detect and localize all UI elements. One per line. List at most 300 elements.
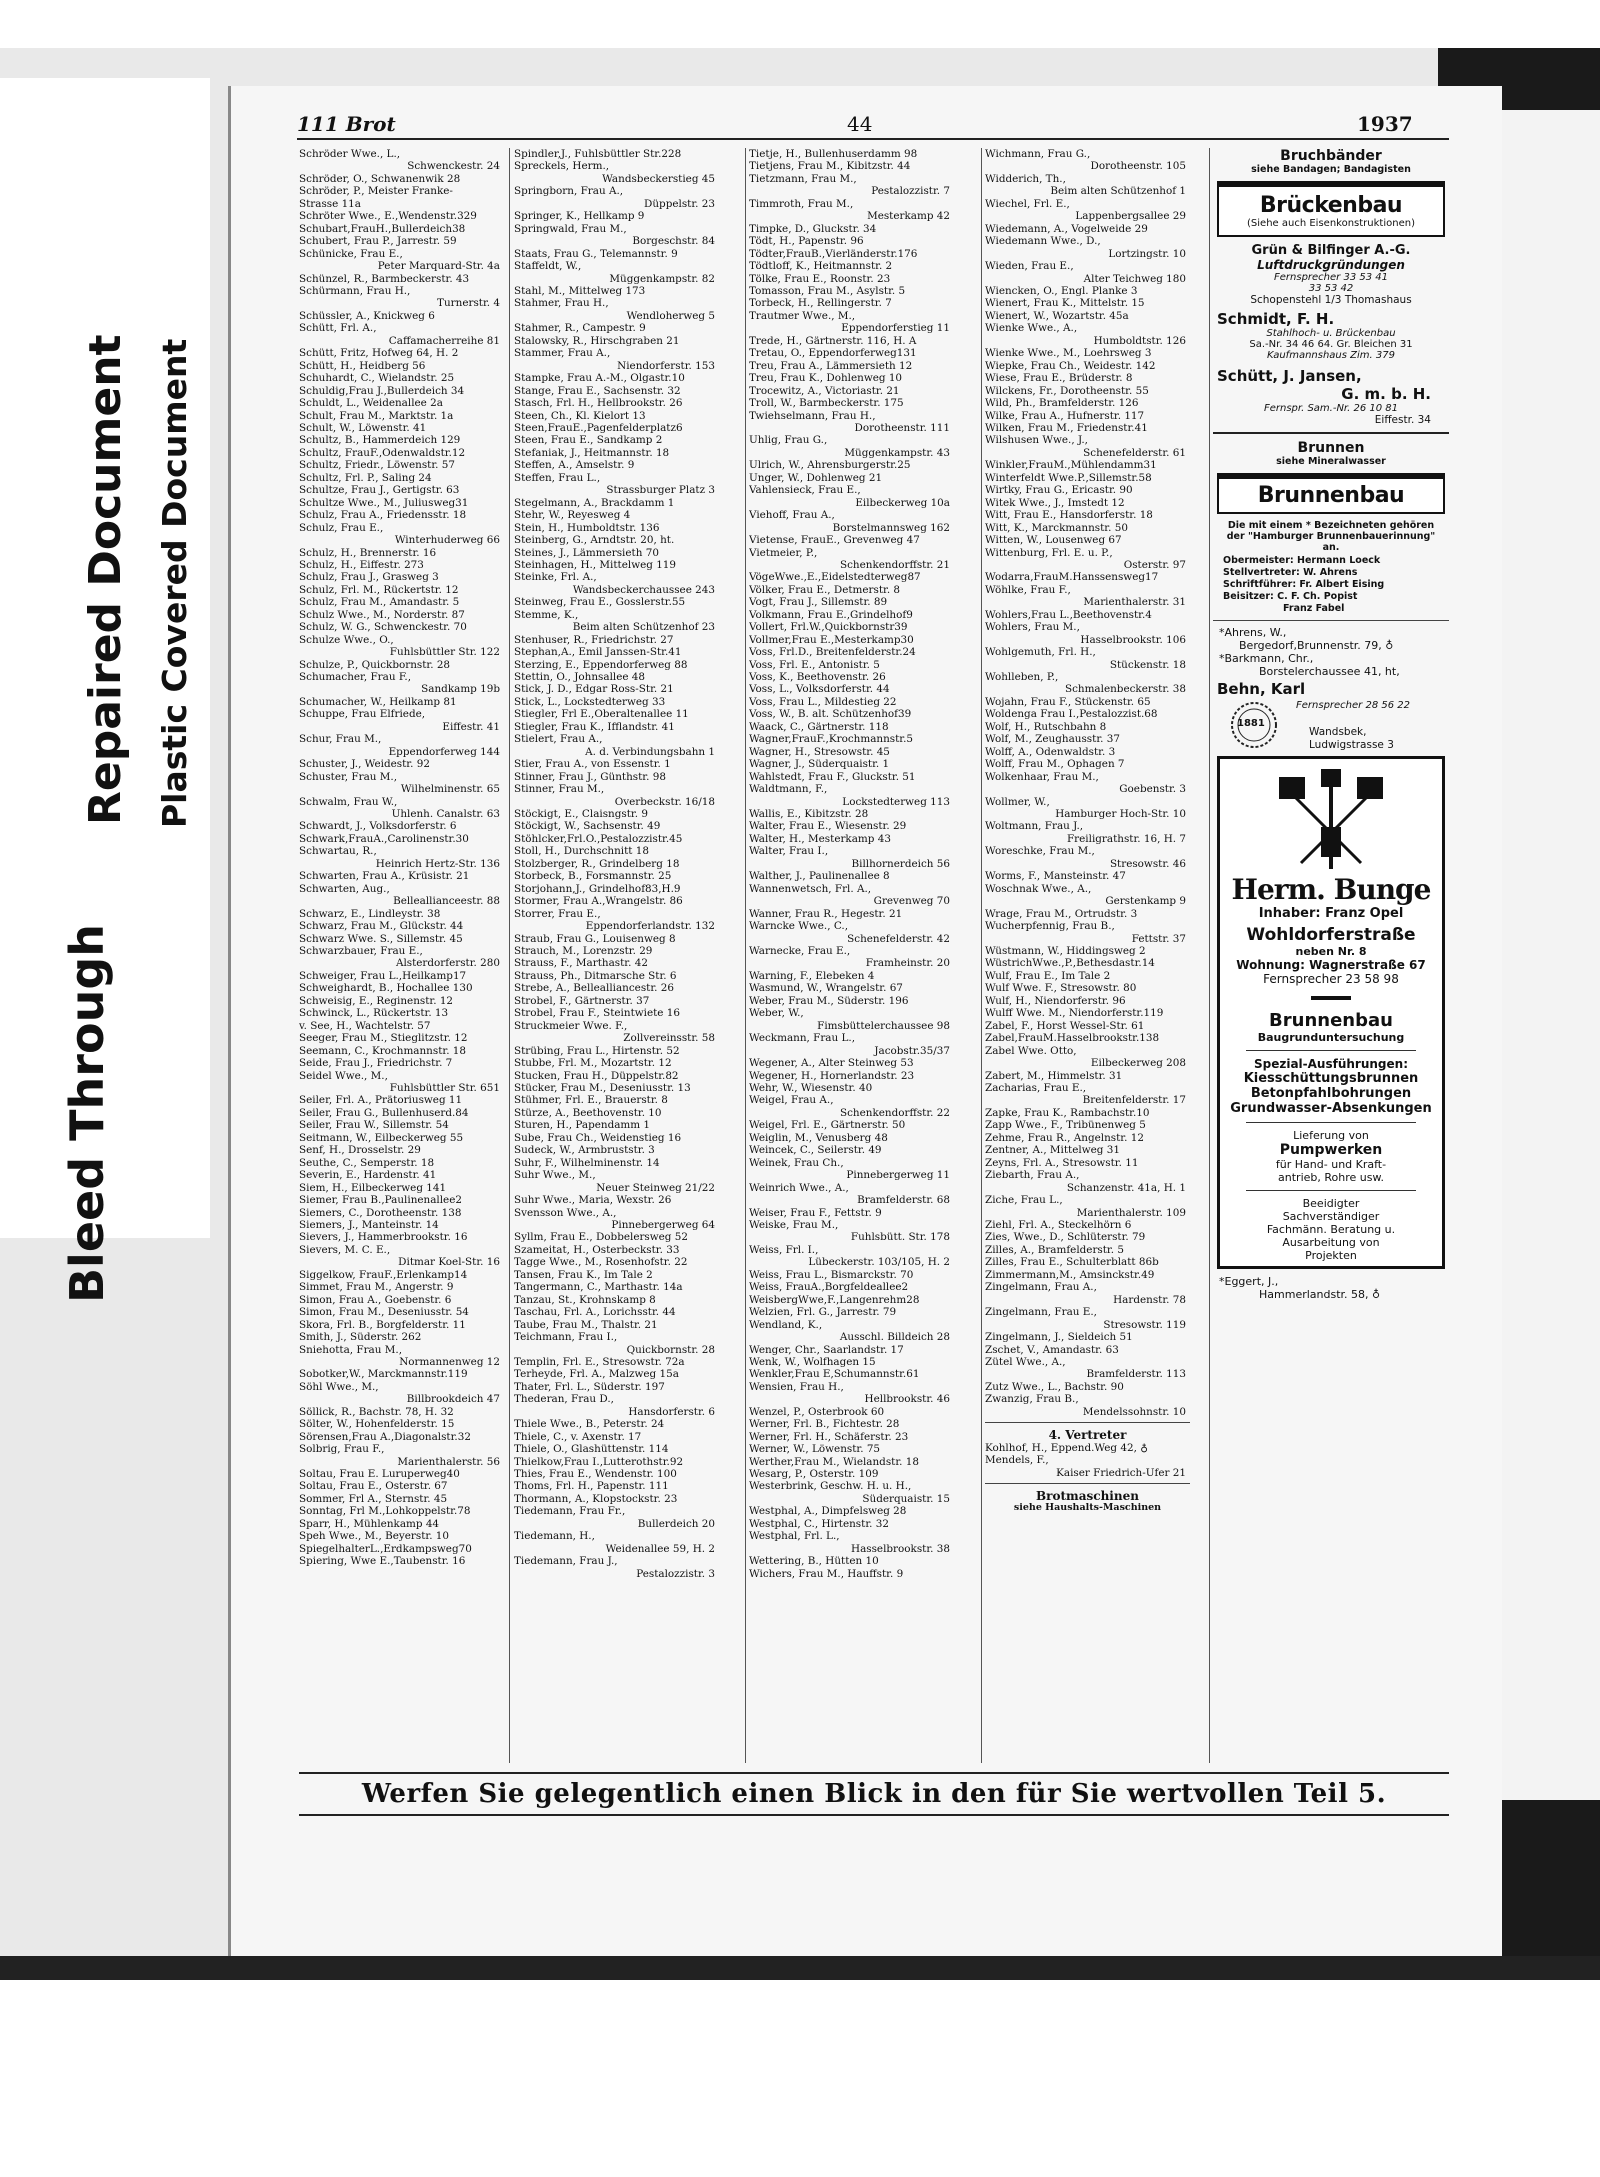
brunnen-ref: siehe Mineralwasser [1276, 456, 1386, 467]
list-item: Witek Wwe., J., Imstedt 12 [985, 496, 1125, 509]
vertreter-heading: 4. Vertreter [1048, 1428, 1127, 1443]
list-item: Westphal, A., Dimpfelsweg 28 [749, 1505, 907, 1518]
list-item: Wieden, Frau E., [985, 260, 1074, 273]
list-item: Schubart,FrauH.,Bullerdeich38 [299, 222, 466, 235]
list-item: Schuhardt, C., Wielandstr. 25 [299, 372, 455, 385]
list-item: Eilbeckerweg 10a [855, 496, 950, 509]
list-item: Torbeck, H., Rellingerstr. 7 [749, 297, 892, 310]
list-item: Thiele Wwe., B., Peterstr. 24 [514, 1418, 665, 1431]
list-item: Stefaniak, J., Heitmannstr. 18 [514, 446, 670, 459]
list-item: Mendelssohnstr. 10 [1082, 1405, 1186, 1418]
list-item: Tiedemann, Frau Fr., [514, 1505, 626, 1518]
list-item: Stenhuser, R., Friedrichstr. 27 [514, 633, 674, 646]
bunge-home: Wohnung: Wagnerstraße 67 [1236, 958, 1426, 972]
page-header [237, 112, 1449, 140]
list-item: Düppelstr. 23 [644, 197, 715, 210]
list-item: Stahmer, Frau H., [514, 297, 609, 310]
list-item: Wichers, Frau M., Hauffstr. 9 [749, 1567, 904, 1580]
list-item: Wiepke, Frau Ch., Weidestr. 142 [985, 359, 1156, 372]
schuett-name2: G. m. b. H. [1341, 385, 1431, 403]
list-item: Zapke, Frau K., Rambachstr.10 [985, 1106, 1150, 1119]
list-item: Wodarra,FrauM.Hanssensweg17 [985, 571, 1159, 584]
list-item: Schröder, O., Schwanenwik 28 [299, 172, 461, 185]
list-item: Viehoff, Frau A., [749, 509, 835, 522]
list-item: Zehme, Frau R., Angelnstr. 12 [985, 1131, 1144, 1144]
behn-block [1213, 698, 1449, 752]
list-item: Walter, Frau I., [749, 845, 829, 858]
list-item: Weigel, Frl. E., Gärtnerstr. 50 [749, 1119, 906, 1132]
list-item: Timpke, D., Gluckstr. 34 [749, 222, 877, 235]
list-item: Wienke Wwe., M., Loehrsweg 3 [985, 347, 1152, 360]
adjacent-page-edge [1502, 110, 1600, 1800]
list-item: Schweisig, E., Reginenstr. 12 [299, 994, 454, 1007]
list-item: Voss, L., Volksdorferstr. 44 [749, 683, 890, 696]
list-item: Werner, Frl. H., Schäferstr. 23 [749, 1430, 909, 1443]
list-item: Weber, Frau M., Süderstr. 196 [749, 994, 909, 1007]
list-item: Seeger, Frau M., Stieglitzstr. 12 [299, 1032, 468, 1045]
list-item: Hasselbrookstr. 106 [1080, 633, 1186, 646]
list-item: Weigel, Frau A., [749, 1094, 834, 1107]
list-item: Pestalozzistr. 3 [636, 1567, 715, 1580]
list-item: Zutz Wwe., L., Bachstr. 90 [985, 1380, 1124, 1393]
list-item: Sudeck, W., Armbruststr. 3 [514, 1144, 655, 1157]
list-item: Stucken, Frau H., Düppelstr.82 [514, 1069, 679, 1082]
list-item: Smith, J., Süderstr. 262 [299, 1331, 422, 1344]
list-item: Wiechel, Frl. E., [985, 197, 1070, 210]
list-item: Weinek, Frau Ch., [749, 1156, 844, 1169]
list-item: Schuldig,Frau J.,Bullerdeich 34 [299, 384, 465, 397]
list-item: Ziebarth, Frau A., [985, 1169, 1080, 1182]
list-item: Stange, Frau E., Sachsenstr. 32 [514, 384, 681, 397]
list-item: Schanzenstr. 41a, H. 1 [1066, 1181, 1186, 1194]
list-item: Stahl, M., Mittelweg 173 [514, 284, 646, 297]
list-item: Woltmann, Frau J., [985, 820, 1084, 833]
list-item: Siemer, Frau B.,Paulinenallee2 [299, 1194, 462, 1207]
list-item: Sörensen,Frau A.,Diagonalstr.32 [299, 1430, 471, 1443]
list-item: Seidel Wwe., M., [299, 1069, 388, 1082]
list-item: Vogt, Frau J., Sillemstr. 89 [749, 596, 888, 609]
list-item: Westphal, C., Hirtenstr. 32 [749, 1517, 889, 1530]
list-item: Schenkendorffstr. 21 [839, 558, 950, 571]
header-section: 111 Brot [297, 112, 396, 136]
column-divider [1209, 148, 1210, 1763]
list-item: Zingelmann, Frau E., [985, 1306, 1097, 1319]
list-item: Weiske, Frau M., [749, 1218, 839, 1231]
list-item: Schuster, Frau M., [299, 770, 398, 783]
list-item: Wiencken, O., Engl. Planke 3 [985, 284, 1138, 297]
column-2 [514, 148, 719, 1763]
list-item: Fettstr. 37 [1131, 932, 1186, 945]
list-item: Alter Teichweg 180 [1083, 272, 1186, 285]
plastic-covered-label: Plastic Covered Document [155, 338, 194, 828]
list-item: Wulff Wwe. M., Niendorferstr.119 [985, 1007, 1164, 1020]
list-item: Dorotheenstr. 105 [1090, 160, 1186, 173]
list-item: Stresowstr. 46 [1109, 857, 1186, 870]
list-item: Stettin, O., Johnsallee 48 [514, 671, 646, 684]
list-item: Woldenga Frau I.,Pestalozzist.68 [985, 708, 1158, 721]
list-item: Stalowsky, R., Hirschgraben 21 [514, 334, 680, 347]
list-item: Pinnebergerweg 11 [846, 1169, 950, 1182]
list-item: Spreckels, Herm., [514, 160, 610, 173]
list-item: Vollmer,Frau E.,Mesterkamp30 [749, 633, 914, 646]
list-item: Belleallianceestr. 88 [393, 895, 500, 908]
list-item: Marienthalerstr. 31 [1083, 596, 1186, 609]
list-item: Bullerdeich 20 [637, 1517, 715, 1530]
list-item: Hamburger Hoch-Str. 10 [1055, 808, 1186, 821]
list-item: Voss, Frl. E., Antonistr. 5 [749, 658, 880, 671]
bottom-dark-border [0, 1956, 1600, 1980]
list-item: Vahlensieck, Frau E., [749, 484, 861, 497]
bunge-divider [1311, 996, 1351, 1000]
list-item: Wehr, W., Wiesenstr. 40 [749, 1081, 873, 1094]
list-item: Wohlers, Frau M., [985, 621, 1080, 634]
list-item: Wienert, W., Wozartstr. 45a [985, 309, 1129, 322]
list-item: Fuhlsbüttler Str. 122 [389, 646, 500, 659]
list-item: Wallis, E., Kibitzstr. 28 [749, 808, 869, 821]
list-item: Schünzel, R., Barmbeckerstr. 43 [299, 272, 470, 285]
list-item: Volkmann, Frau E.,Grindelhof9 [749, 608, 913, 621]
list-item: Stiegler, Frl E.,Oberaltenallee 11 [514, 708, 689, 721]
list-item: Seiler, Frau W., Sillemstr. 54 [299, 1119, 449, 1132]
list-item: Westphal, Frl. L., [749, 1530, 840, 1543]
pump-tools-icon [1261, 763, 1401, 873]
list-item: Schünicke, Frau E., [299, 247, 403, 260]
list-item: Strübing, Frau L., Hirtenstr. 52 [514, 1044, 680, 1057]
bruchbaender-ref: siehe Bandagen; Bandagisten [1251, 164, 1411, 175]
list-item: Wolf, H., Rutschbahn 8 [985, 720, 1107, 733]
list-item: Wenger, Chr., Saarlandstr. 17 [749, 1343, 904, 1356]
list-item: Twiehselmann, Frau H., [749, 409, 876, 422]
list-item: Staats, Frau G., Telemannstr. 9 [514, 247, 678, 260]
list-item: Hardenstr. 78 [1113, 1293, 1186, 1306]
list-item: Turnerstr. 4 [437, 297, 500, 310]
list-item: Severin, E., Hardenstr. 41 [299, 1169, 437, 1182]
list-item: Schwartau, R., [299, 845, 377, 858]
list-item: Zabel,FrauM.Hasselbrookstr.138 [985, 1032, 1160, 1045]
label-card [0, 78, 210, 1303]
role-line: Schriftführer: Fr. Albert Eising [1223, 579, 1385, 590]
list-item: Tödter,FrauB.,Vierländerstr.176 [749, 247, 918, 260]
bunge-street: Wohldorferstraße [1246, 925, 1416, 945]
list-item: Werner, Frl. B., Fichtestr. 28 [749, 1418, 900, 1431]
bunge-b15: Ausarbeitung von [1282, 1236, 1380, 1249]
list-item: Templin, Frl. E., Stresowstr. 72a [514, 1355, 685, 1368]
list-item: Zimmermann,M., Amsinckstr.49 [985, 1268, 1155, 1281]
list-item: Stiegler, Frau K., Ifflandstr. 41 [514, 720, 675, 733]
list-item: Schulz, W. G., Schwenckestr. 70 [299, 621, 467, 634]
list-item: Zapp Wwe., F., Tribünenweg 5 [985, 1119, 1146, 1132]
list-item: WüstrichWwe.,P.,Bethesdastr.14 [985, 957, 1155, 970]
list-item: Schmalenbeckerstr. 38 [1064, 683, 1186, 696]
list-item: Grevenweg 70 [873, 895, 950, 908]
bunge-b13: Sachverständiger [1282, 1210, 1380, 1223]
list-item: Stöhlcker,Frl.O.,Pestalozzistr.45 [514, 832, 683, 845]
list-item: Voss, W., B. alt. Schützenhof39 [749, 708, 912, 721]
list-item: Schütt, H., Heidberg 56 [299, 359, 426, 372]
list-item: Zwanzig, Frau B., [985, 1393, 1079, 1406]
list-item: Sniehotta, Frau M., [299, 1343, 402, 1356]
list-item: Stammer, Frau A., [514, 347, 611, 360]
list-item: Tiedemann, H., [514, 1530, 595, 1543]
list-item: Hansdorferstr. 6 [628, 1405, 715, 1418]
list-item: Sandkamp 19b [421, 683, 500, 696]
list-item: Fuhlsbüttler Str. 651 [389, 1081, 500, 1094]
list-item: Stephan,A., Emil Janssen-Str.41 [514, 646, 682, 659]
list-item: Strobel, F., Gärtnerstr. 37 [514, 994, 650, 1007]
list-item: Eppendorferstieg 11 [841, 322, 950, 335]
entry-line: Bergedorf,Brunnenstr. 79, ♁ [1239, 639, 1394, 652]
column-divider [981, 148, 982, 1763]
column-1 [299, 148, 504, 1763]
list-item: Schenefelderstr. 42 [847, 932, 950, 945]
entry-line: *Barkmann, Chr., [1219, 652, 1314, 665]
list-item: Schuppe, Frau Elfriede, [299, 708, 426, 721]
list-item: Spindler,J., Fuhlsbüttler Str.228 [514, 148, 682, 160]
list-item: Wilckens, Fr., Dorotheenstr. 55 [985, 384, 1149, 397]
list-item: Welzien, Frl. G., Jarrestr. 79 [749, 1306, 897, 1319]
list-item: Thiele, O., Glashüttenstr. 114 [514, 1443, 669, 1456]
column-divider [509, 148, 510, 1763]
list-item: Stubbe, Frl. M., Mozartstr. 12 [514, 1057, 672, 1070]
bunge-b10: für Hand- und Kraft- [1275, 1158, 1387, 1171]
list-item: Weincek, C., Seilerstr. 49 [749, 1144, 882, 1157]
list-item: Dorotheenstr. 111 [854, 421, 950, 434]
bunge-b12: Beeidigter [1302, 1197, 1360, 1210]
list-item: Storrer, Frau E., [514, 907, 601, 920]
list-item: Spiering, Wwe E.,Taubenstr. 16 [299, 1555, 466, 1568]
list-item: Süderquaistr. 15 [862, 1492, 950, 1505]
list-item: Storjohann,J., Grindelhof83,H.9 [514, 882, 681, 895]
list-item: Schult, W., Löwenstr. 41 [299, 421, 427, 434]
list-item: Caffamacherreihe 81 [388, 334, 500, 347]
list-item: Szameitat, H., Osterbeckstr. 33 [514, 1243, 680, 1256]
list-item: Wolff, Frau M., Ophagen 7 [985, 758, 1125, 771]
list-item: Seide, Frau J., Friedrichstr. 7 [299, 1057, 453, 1070]
list-item: SpiegelhalterL.,Erdkampsweg70 [299, 1542, 472, 1555]
schuett-addr: Eiffestr. 34 [1374, 414, 1431, 426]
list-item: Steffen, A., Amselstr. 9 [514, 459, 635, 472]
role-line: Beisitzer: C. F. Ch. Popist [1223, 591, 1358, 602]
list-item: Schweiger, Frau L.,Heilkamp17 [299, 969, 467, 982]
list-item: Speh Wwe., M., Beyerstr. 10 [299, 1530, 450, 1543]
list-item: Schulz, H., Eiffestr. 273 [299, 558, 424, 571]
list-item: Stückenstr. 18 [1109, 658, 1186, 671]
schmidt-addr: Kaufmannshaus Zim. 379 [1267, 350, 1395, 361]
list-item: Tangermann, C., Marthastr. 14a [514, 1281, 683, 1294]
list-item: Stücker, Frau M., Deseniusstr. 13 [514, 1081, 691, 1094]
list-item: Soltau, Frau E. Luruperweg40 [299, 1468, 460, 1481]
list-item: Wolf, M., Zeughausstr. 37 [985, 733, 1120, 746]
list-item: Walter, Frau E., Wiesenstr. 29 [749, 820, 907, 833]
list-item: Seuthe, C., Semperstr. 18 [299, 1156, 435, 1169]
list-item: Wenk, W., Wolfhagen 15 [749, 1355, 876, 1368]
list-item: Bramfelderstr. 113 [1086, 1368, 1186, 1381]
bottom-banner: Werfen Sie gelegentlich einen Blick in den für Sie wertvollen Teil 5. [299, 1772, 1449, 1816]
list-item: Schwardt, J., Volksdorferstr. 6 [299, 820, 457, 833]
list-item: Tansen, Frau K., Im Tale 2 [514, 1268, 653, 1281]
list-item: Wulf, Frau E., Im Tale 2 [985, 969, 1111, 982]
list-item: Hasselbrookstr. 38 [851, 1542, 950, 1555]
bunge-b16: Projekten [1305, 1249, 1357, 1262]
list-item: Stinner, Frau J., Günthstr. 98 [514, 770, 666, 783]
list-item: Thiele, C., v. Axenstr. 17 [514, 1430, 642, 1443]
bunge-b2: Brunnenbau [1269, 1010, 1393, 1031]
list-item: Winkler,FrauM.,Mühlendamm31 [985, 459, 1157, 472]
list-item: Schürmann, Frau H., [299, 284, 411, 297]
list-item: Eiffestr. 41 [442, 720, 500, 733]
list-item: Schulz, Frau E., [299, 521, 384, 534]
list-item: Strauss, F., Marthastr. 42 [514, 957, 648, 970]
list-item: Wittenburg, Frl. E. u. P., [985, 546, 1113, 559]
list-item: Schulz Wwe., M., Norderstr. 87 [299, 608, 465, 621]
list-item: Framheinstr. 20 [865, 957, 950, 970]
list-item: Wienke Wwe., A., [985, 322, 1078, 335]
list-item: Zabel, F., Horst Wessel-Str. 61 [985, 1019, 1145, 1032]
list-item: Strassburger Platz 3 [606, 484, 715, 497]
list-item: Stühmer, Frl. E., Brauerstr. 8 [514, 1094, 668, 1107]
list-item: Thederan, Frau D., [514, 1393, 614, 1406]
list-item: Syllm, Frau E., Dobbelersweg 52 [514, 1231, 688, 1244]
list-item: Breitenfelderstr. 17 [1082, 1094, 1186, 1107]
list-item: Weckmann, Frau L., [749, 1032, 856, 1045]
list-item: Pinnebergerweg 64 [611, 1218, 715, 1231]
list-item: Storbeck, B., Forsmannstr. 25 [514, 870, 672, 883]
list-item: Sölter, W., Hohenfelderstr. 15 [299, 1418, 455, 1431]
list-item: Wollmer, W., [985, 795, 1050, 808]
eggert-entry [1213, 1275, 1449, 1301]
brotmaschinen-heading: Brotmaschinen [1036, 1489, 1139, 1504]
list-item: Walter, H., Mesterkamp 43 [749, 832, 891, 845]
list-item: Wettering, B., Hütten 10 [749, 1555, 879, 1568]
list-item: Schwarten, Frau A., Krüsistr. 21 [299, 870, 470, 883]
list-item: Weinrich Wwe., A., [749, 1181, 849, 1194]
list-item: Weiss, Frau L., Bismarckstr. 70 [749, 1268, 914, 1281]
list-item: Strobel, Frau F., Steintwiete 16 [514, 1007, 680, 1020]
list-item: Stielert, Frau A., [514, 733, 603, 746]
behn-tel: Fernsprecher 28 56 22 [1296, 700, 1410, 711]
list-item: Wüstmann, W., Hiddingsweg 2 [985, 945, 1146, 957]
list-item: Steinberg, G., Arndtstr. 20, ht. [514, 534, 675, 547]
gruen-addr: Schopenstehl 1/3 Thomashaus [1250, 294, 1412, 306]
list-item: Terheyde, Frl. A., Malzweg 15a [514, 1368, 679, 1381]
list-item: Schuster, J., Weidestr. 92 [299, 758, 430, 771]
list-item: Jacobstr.35/37 [874, 1044, 950, 1057]
bunge-owner: Inhaber: Franz Opel [1258, 906, 1404, 921]
list-item: Werner, W., Löwenstr. 75 [749, 1443, 881, 1456]
list-item: Weiglin, M., Venusberg 48 [749, 1131, 888, 1144]
list-item: Witt, K., Marckmannstr. 50 [985, 521, 1128, 534]
list-item: Wagner, J., Süderquaistr. 1 [749, 758, 890, 771]
list-item: Uhlig, Frau G., [749, 434, 828, 447]
list-item: Sobotker,W., Marckmannstr.119 [299, 1368, 468, 1381]
list-item: Schwarz, Frau M., Glückstr. 44 [299, 920, 464, 933]
list-item: Winterhuderweg 66 [394, 534, 500, 547]
list-item: Solbrig, Frau F., [299, 1443, 385, 1456]
list-item: Simon, Frau M., Deseniusstr. 54 [299, 1306, 469, 1319]
list-item: Skora, Frl. B., Borgfelderstr. 11 [299, 1318, 466, 1331]
bunge-b5: Kiesschüttungsbrunnen [1243, 1071, 1419, 1086]
list-item: Voss, K., Beethovenstr. 26 [749, 671, 886, 684]
list-item: Warning, F., Elebeken 4 [749, 969, 875, 982]
list-item: Weiss, FrauA.,Borgfeldeallee2 [749, 1281, 909, 1294]
list-item: Beim alten Schützenhof 1 [1050, 185, 1186, 198]
list-item: Wandsbeckerchaussee 243 [572, 583, 715, 596]
list-item: Schulz, Frau A., Friedensstr. 18 [299, 509, 467, 522]
list-item: Schwarzbauer, Frau E., [299, 945, 423, 957]
list-item: Suhr, F., Wilhelminenstr. 14 [514, 1156, 660, 1169]
list-item: Schubert, Frau P., Jarrestr. 59 [299, 235, 457, 248]
list-item: Thies, Frau E., Wendenstr. 100 [514, 1468, 677, 1481]
list-item: Weber, W., [749, 1007, 804, 1020]
list-item: Voss, Frl.D., Breitenfelderstr.24 [749, 646, 916, 659]
list-item: Sube, Frau Ch., Weidenstieg 16 [514, 1131, 682, 1144]
list-item: Winterfeldt Wwe.P.,Sillemstr.58 [985, 471, 1152, 484]
entry-line: Borstelerchaussee 41, ht, [1259, 665, 1400, 678]
list-item: Wannenwetsch, Frl. A., [749, 882, 872, 895]
list-item: Sonntag, Frl M.,Lohkoppelstr.78 [299, 1505, 471, 1518]
list-item: Billbrookdeich 47 [406, 1393, 500, 1406]
list-item: Bramfelderstr. 68 [857, 1194, 950, 1207]
list-item: Schuldt, L., Weidenallee 2a [299, 397, 443, 410]
list-item: Straub, Frau G., Louisenweg 8 [514, 932, 676, 945]
list-item: Schultz, FrauF.,Odenwaldstr.12 [299, 446, 466, 459]
list-item: Fuhlsbütt. Str. 178 [850, 1231, 950, 1244]
list-item: Wichmann, Frau G., [985, 148, 1091, 160]
list-item: Taube, Frau M., Thalstr. 21 [514, 1318, 658, 1331]
list-item: Steffen, Frau L., [514, 471, 601, 484]
list-item: Tödtloff, K., Heitmannstr. 2 [749, 260, 893, 273]
list-item: Siemers, C., Dorotheenstr. 138 [299, 1206, 462, 1219]
list-item: Borgeschstr. 84 [632, 235, 715, 248]
list-item: Stehr, W., Reyesweg 4 [514, 509, 631, 522]
list-item: Vietense, FrauE., Grevenweg 47 [749, 534, 920, 547]
list-item: Steinke, Frl. A., [514, 571, 597, 584]
list-item: Söllick, R., Bachstr. 78, H. 32 [299, 1405, 454, 1418]
list-item: Pestalozzistr. 7 [871, 185, 950, 198]
list-item: Schwinck, L., Rückertstr. 13 [299, 1007, 449, 1020]
list-item: Schenkendorffstr. 22 [839, 1106, 950, 1119]
header-rule [297, 138, 1449, 140]
list-item: Siem, H., Eilbeckerweg 141 [299, 1181, 447, 1194]
list-item: Worms, F., Mansteinstr. 47 [985, 870, 1126, 883]
page-number: 44 [847, 112, 873, 136]
list-item: Borstelmannsweg 162 [832, 521, 950, 534]
list-item: Tietjens, Frau M., Kibitzstr. 44 [749, 160, 911, 173]
list-item: Ausschl. Billdeich 28 [839, 1331, 950, 1344]
list-item: Schwenckestr. 24 [407, 160, 500, 173]
brunnen-heading: Brunnen [1297, 440, 1365, 456]
list-item: Tietzmann, Frau M., [749, 172, 857, 185]
list-item: Suhr Wwe., M., [514, 1169, 596, 1182]
list-item: Stinner, Frau M., [514, 783, 605, 796]
list-item: Senf, H., Drosselstr. 29 [299, 1144, 421, 1157]
bunge-name: Herm. Bunge [1231, 873, 1431, 906]
list-item: Zeyns, Frl. A., Stresowstr. 11 [985, 1156, 1139, 1169]
list-item: Widderich, Th., [985, 172, 1066, 185]
schmidt-name: Schmidt, F. H. [1217, 310, 1335, 328]
list-item: Stein, H., Humboldtstr. 136 [514, 521, 660, 534]
list-item: Steen, Ch., Kl. Kielort 13 [514, 409, 646, 422]
page-content [237, 112, 1449, 1872]
list-item: Vietmeier, P., [749, 546, 818, 559]
list-item: Zabert, M., Himmelstr. 31 [985, 1069, 1123, 1082]
list-item: Wolff, A., Odenwaldstr. 3 [985, 745, 1116, 758]
list-item: Sievers, M. C. E., [299, 1243, 391, 1256]
list-item: Tanzau, St., Krohnskamp 8 [514, 1293, 656, 1306]
list-item: Trede, H., Gärtnerstr. 116, H. A [749, 334, 917, 347]
list-item: Suhr Wwe., Maria, Wexstr. 26 [514, 1194, 672, 1207]
list-item: WeisbergWwe,F.,Langenrehm28 [749, 1293, 920, 1306]
